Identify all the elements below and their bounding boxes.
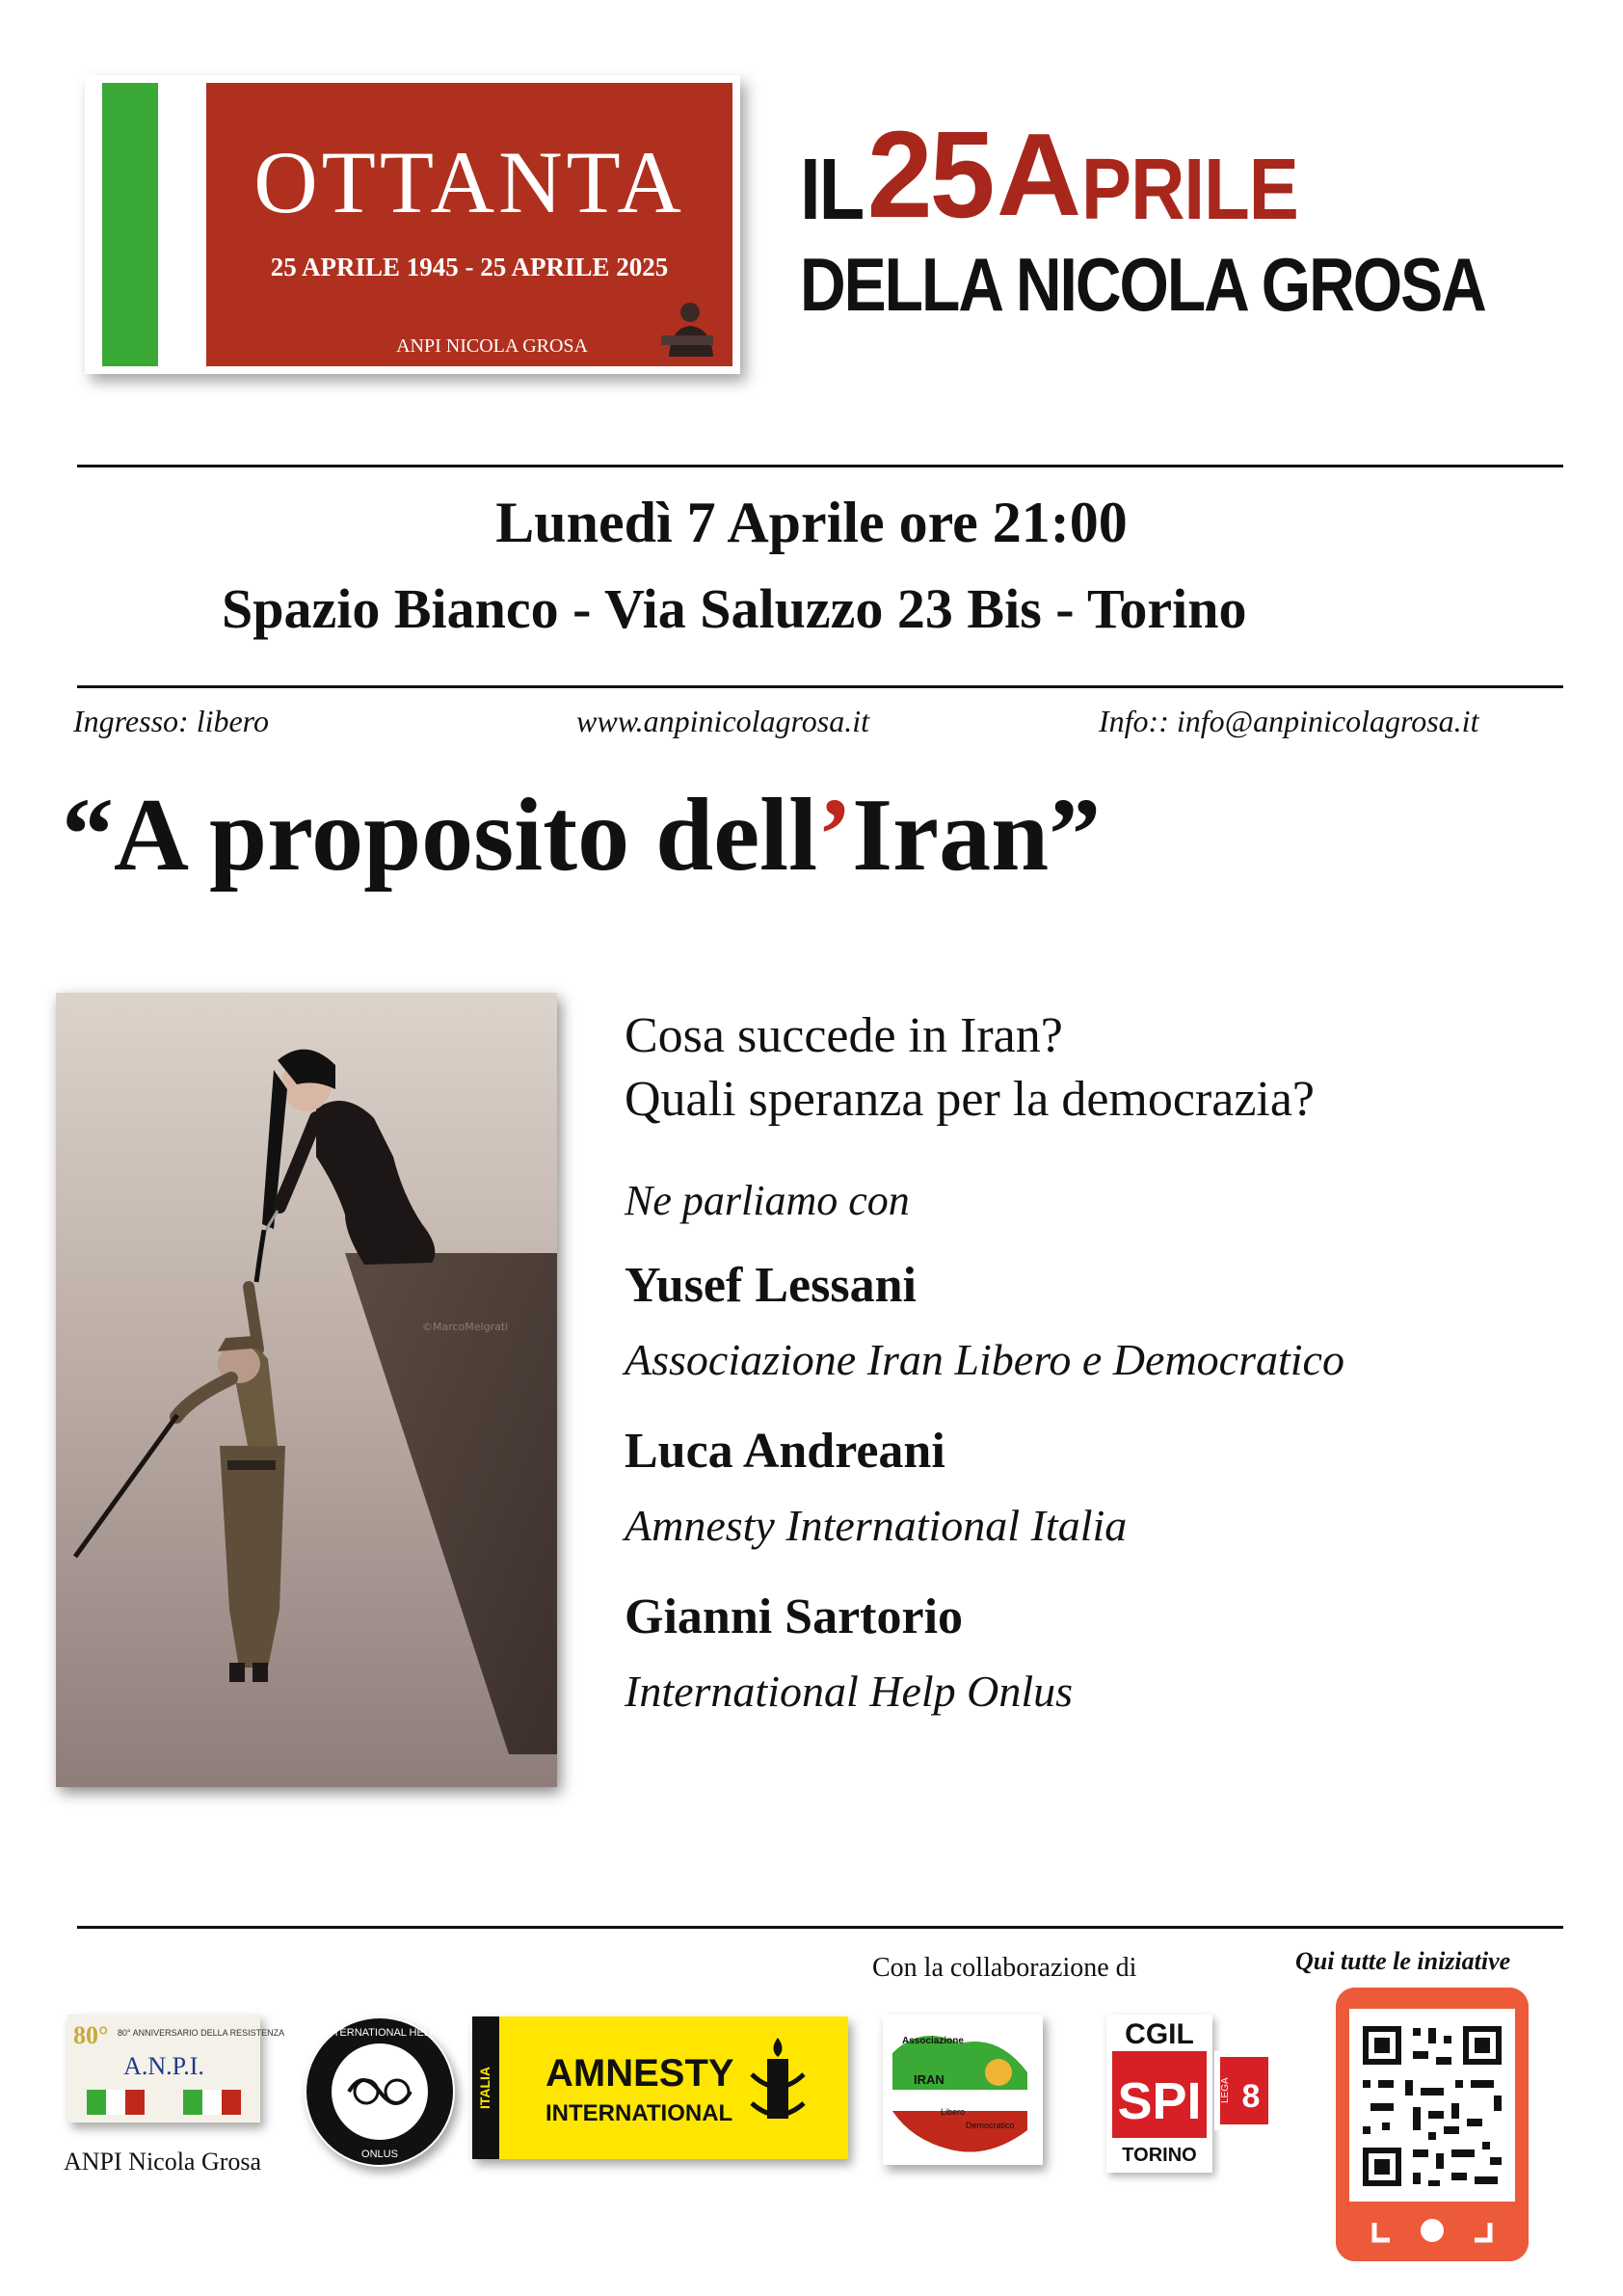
event-datetime: Lunedì 7 Aprile ore 21:00 — [495, 491, 1128, 554]
headline-number: 25 — [866, 105, 993, 244]
flag-green-stripe — [102, 83, 158, 366]
collaboration-caption: Con la collaborazione di — [872, 1953, 1137, 1983]
info-contact-email[interactable]: Info:: info@anpinicolagrosa.it — [1099, 704, 1479, 738]
ottanta-red-panel — [206, 83, 732, 366]
ottanta-logo — [85, 75, 740, 374]
headline-line2: DELLA NICOLA GROSA — [800, 242, 1485, 327]
headline-aprile-initial: A — [996, 109, 1082, 240]
amnesty-line2: INTERNATIONAL — [545, 2100, 733, 2126]
speaker-2-org: Amnesty International Italia — [625, 1501, 1128, 1550]
info-website-link[interactable]: www.anpinicolagrosa.it — [576, 704, 870, 738]
title-part1: “A proposito dell — [62, 778, 818, 893]
headline-il: IL — [800, 140, 864, 238]
anpi-logo-top: 80° ANNIVERSARIO DELLA RESISTENZA — [118, 2028, 285, 2038]
speaker-2-name: Luca Andreani — [625, 1424, 945, 1479]
ih-logo-bottom: ONLUS — [361, 2149, 398, 2160]
qr-caption: Qui tutte le iniziative — [1295, 1947, 1511, 1975]
ottanta-word: OTTANTA — [253, 133, 685, 231]
iran-logo-line4: Democratico — [966, 2121, 1015, 2130]
headline-aprile-rest: PRILE — [1081, 140, 1298, 238]
ih-logo-top: INTERNATIONAL HELP — [322, 2027, 438, 2039]
anpi-logo — [67, 2015, 285, 2122]
portrait-icon — [655, 293, 719, 357]
ottanta-dates: 25 APRILE 1945 - 25 APRILE 2025 — [270, 253, 669, 281]
spi-text: SPI — [1117, 2072, 1202, 2130]
svg-text:80°: 80° — [73, 2021, 109, 2049]
speaker-1-name: Yusef Lessani — [625, 1258, 917, 1313]
torino-text: TORINO — [1122, 2145, 1197, 2166]
amnesty-side-label: ITALIA — [477, 2066, 492, 2110]
iran-logo-line1: Associazione — [902, 2036, 964, 2046]
iran-logo-line2: IRAN — [914, 2072, 945, 2087]
speaker-1-org: Associazione Iran Libero e Democratico — [625, 1335, 1344, 1384]
anpi-caption: ANPI Nicola Grosa — [64, 2148, 262, 2176]
international-help-logo — [305, 2016, 455, 2167]
artwork-signature: ©MarcoMelgrati — [422, 1321, 509, 1333]
title-part2: Iran” — [852, 778, 1102, 893]
iran-logo-line3: Libero — [941, 2107, 966, 2117]
speakers-intro: Ne parliamo con — [625, 1177, 910, 1224]
info-entry: Ingresso: libero — [73, 704, 269, 738]
question-2: Quali speranza per la democrazia? — [625, 1072, 1316, 1127]
speaker-3-name: Gianni Sartorio — [625, 1589, 964, 1644]
divider — [77, 1926, 1563, 1929]
speaker-3-org: International Help Onlus — [625, 1667, 1074, 1716]
lega-text: LEGA — [1220, 2077, 1231, 2103]
divider — [77, 685, 1563, 688]
qr-code-phone[interactable] — [1336, 1988, 1529, 2261]
cgil-text: CGIL — [1125, 2018, 1194, 2050]
iran-association-logo — [883, 2015, 1043, 2165]
amnesty-logo — [472, 2016, 848, 2159]
lega-number: 8 — [1241, 2078, 1261, 2115]
anpi-logo-name: A.N.P.I. — [123, 2052, 204, 2080]
question-1: Cosa succede in Iran? — [625, 1008, 1063, 1063]
headline — [800, 105, 1571, 327]
divider — [77, 465, 1563, 467]
questions — [625, 1004, 1315, 1132]
event-venue: Spazio Bianco - Via Saluzzo 23 Bis - Torino — [222, 577, 1247, 640]
amnesty-line1: AMNESTY — [545, 2052, 734, 2095]
cgil-spi-logo — [1106, 2015, 1280, 2173]
title-apostrophe: ’ — [817, 778, 853, 893]
event-title — [62, 776, 1101, 895]
ottanta-org: ANPI NICOLA GROSA — [396, 335, 588, 357]
artwork-image — [56, 993, 557, 1787]
